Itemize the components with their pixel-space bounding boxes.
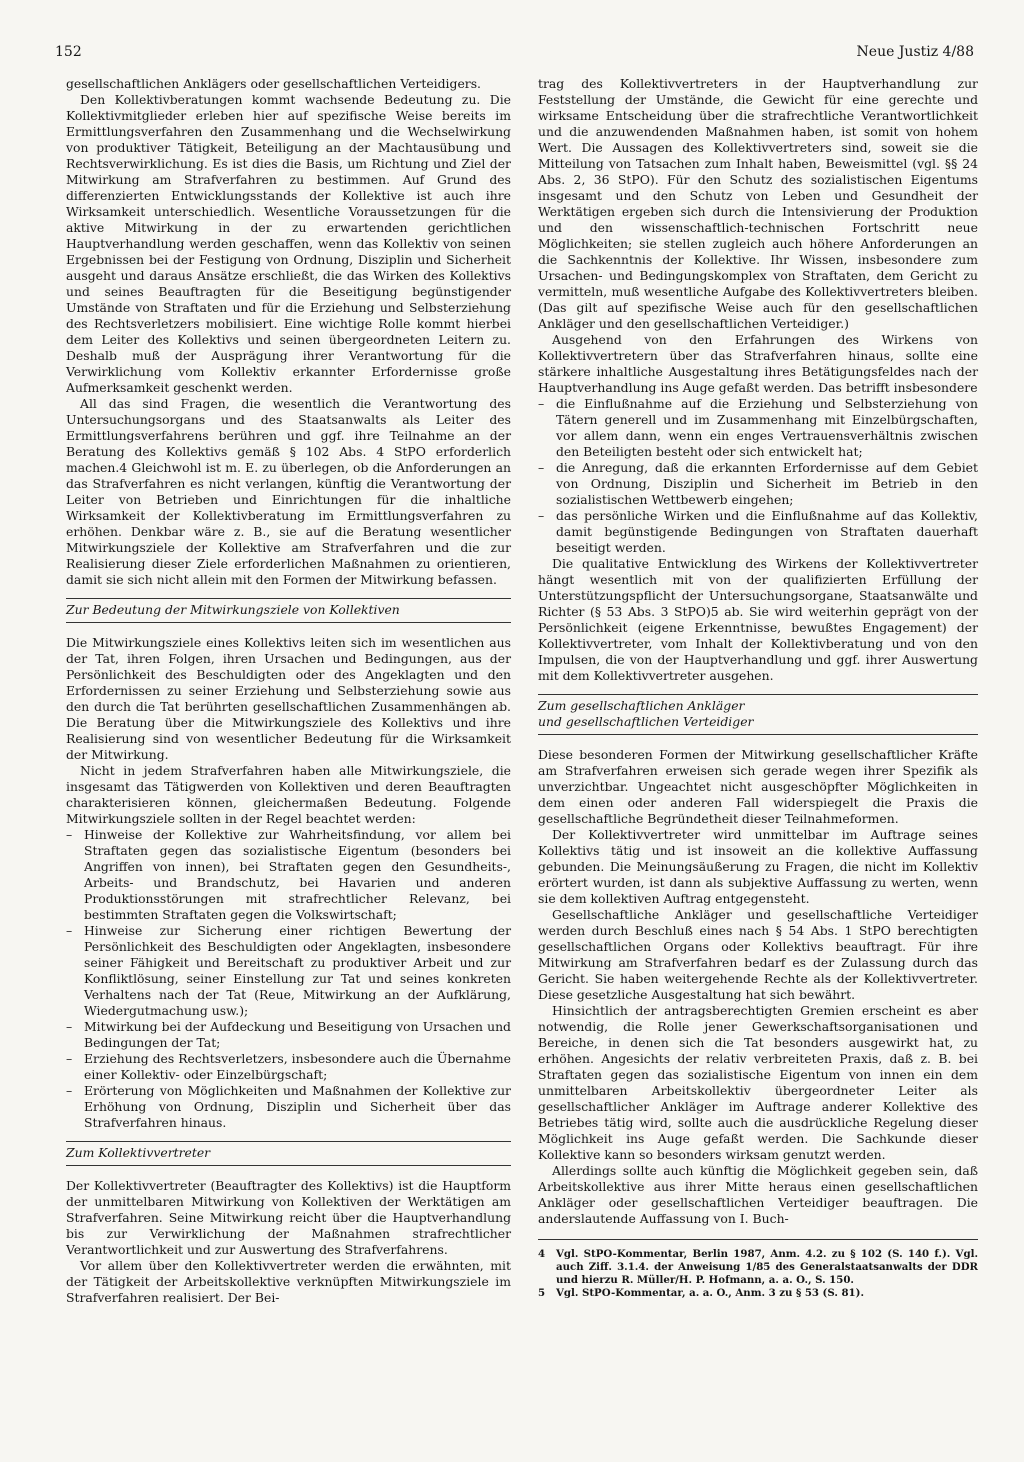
list-item: – Mitwirkung bei der Aufdeckung und Beseitigung von Ursachen und Bedingungen der Tat; [66, 1019, 511, 1051]
left-column [66, 76, 511, 1306]
paragraph: gesellschaftlichen Anklägers oder gesellschaftlichen Verteidigers. [66, 76, 481, 91]
paragraph: Die qualitative Entwicklung des Wirkens der Kollektivvertreter hängt wesentlich mit von der qualifizierten Erfüllung der Unterstützungspflicht der Untersuchungsorgane, Staatsanwälte und Richter (§ 53 Abs. 3 StPO)5 ab. Sie wird weiterhin geprägt von der Persönlichkeit (eigene Erkenntnisse, bewußtes Engagement) der Kollektivvertreter, vom Inhalt der Kollektivberatung und von den Impulsen, die von der Hauptverhandlung und ggf. ihrer Auswertung mit dem Kollektivvertreter ausgehen. [538, 556, 978, 683]
paragraph: All das sind Fragen, die wesentlich die Verantwortung des Untersuchungsorgans und des Staatsanwalts als Leiter des Ermittlungsverfahrens berühren und ggf. ihre Teilnahme an der Beratung des Kollektivs gemäß § 102 Abs. 4 StPO erforderlich machen.4 Gleichwohl ist m. E. zu überlegen, ob die Anforderungen an das Strafverfahren es nicht verlangen, künftig die Verantwortung der Leiter von Betrieben und Einrichtungen für die inhaltliche Wirksamkeit der Kollektivberatung im Ermittlungsverfahren zu erhöhen. Denkbar wäre z. B., sie auf die Beratung wesentlicher Mitwirkungsziele der Kollektive am Strafverfahren und die zur Realisierung dieser Ziele erforderlichen Maßnahmen zu orientieren, damit sie sich nicht allein mit den Formen der Mitwirkung befassen. [66, 396, 511, 587]
paragraph: Ausgehend von den Erfahrungen des Wirkens von Kollektivvertretern über das Strafverfahren hinaus, sollte eine stärkere inhaltliche Ausgestaltung ihres Betätigungsfeldes nach der Hauptverhandlung ins Auge gefaßt werden. Das betrifft insbesondere [538, 332, 978, 395]
list-item: – Hinweise der Kollektive zur Wahrheitsfindung, vor allem bei Straftaten gegen das sozialistische Eigentum (besonders bei Angriffen von innen), bei Straftaten gegen den Gesundheits-, Arbeits- und Brandschutz, bei Havarien und anderen Produktionsstörungen mit strafrechtlicher Relevanz, bei bestimmten Straftaten gegen die Volkswirtschaft; [66, 827, 511, 923]
footnote-text: Vgl. StPO-Kommentar, Berlin 1987, Anm. 4.2. zu § 102 (S. 140 f.). Vgl. auch Ziff. 3.1.4. der Anweisung 1/85 des Generalstaatsanwalts der DDR und hierzu R. Müller/H. P. Hofmann, a. a. O., S. 150. [556, 1248, 978, 1286]
paragraph: Allerdings sollte auch künftig die Möglichkeit gegeben sein, daß Arbeitskollektive aus ihrer Mitte heraus einen gesellschaftlichen Ankläger oder gesellschaftlichen Verteidiger beauftragen. Die anderslautende Auffassung von I. Buch- [538, 1163, 978, 1226]
paragraph: Vor allem über den Kollektivvertreter werden die erwähnten, mit der Tätigkeit der Arbeitskollektive verknüpften Mitwirkungsziele im Strafverfahren realisiert. Der Bei- [66, 1258, 511, 1305]
section-heading: Zum Kollektivvertreter [66, 1141, 511, 1166]
paragraph: Der Kollektivvertreter wird unmittelbar im Auftrage seines Kollektivs tätig und ist insoweit an die kollektive Auffassung gebunden. Die Meinungsäußerung zu Fragen, die nicht im Kollektiv erörtert wurden, ist dann als subjektive Auffassung zu werten, wenn sie dem kollektiven Auftrag entgegensteht. [538, 827, 978, 906]
list-item: – die Einflußnahme auf die Erziehung und Selbsterziehung von Tätern generell und im Zusammenhang mit Einzelbürgschaften, vor allem dann, wenn ein enges Vertrauensverhältnis zwischen den Beteiligten besteht oder sich entwickelt hat; [538, 396, 978, 460]
footnote-number: 5 [538, 1287, 546, 1299]
heading-line: und gesellschaftlichen Verteidiger [538, 714, 754, 729]
list-item: – Erörterung von Möglichkeiten und Maßnahmen der Kollektive zur Erhöhung von Ordnung, Disziplin und Sicherheit über das Strafverfahren hinaus. [66, 1083, 511, 1131]
journal-title: Neue Justiz 4/88 [856, 44, 974, 60]
goals-list [66, 827, 511, 1131]
section-heading [538, 694, 978, 735]
footnote [538, 1287, 978, 1300]
footnote-number: 4 [538, 1248, 546, 1260]
footnote [538, 1248, 978, 1287]
list-item: – Erziehung des Rechtsverletzers, insbesondere auch die Übernahme einer Kollektiv- oder Einzelbürgschaft; [66, 1051, 511, 1083]
paragraph: Diese besonderen Formen der Mitwirkung gesellschaftlicher Kräfte am Strafverfahren erweisen sich gerade wegen ihrer Spezifik als unverzichtbar. Ungeachtet nicht ausgeschöpfter Möglichkeiten in dem einen oder anderen Fall widerspiegelt die Praxis die gesellschaftliche Begründetheit dieser Teilnahmeformen. [538, 747, 978, 826]
heading-line: Zum gesellschaftlichen Ankläger [538, 698, 745, 713]
paragraph: Hinsichtlich der antragsberechtigten Gremien erscheint es aber notwendig, die Rolle jener Gewerkschaftsorganisationen und Bereiche, in denen sich die Tat besonders ausgewirkt hat, zu erhöhen. Angesichts der relativ verbreiteten Praxis, daß z. B. bei Straftaten gegen das sozialistische Eigentum von innen ein dem unmittelbaren Arbeitskollektiv übergeordneter Leiter als gesellschaftlicher Ankläger im Auftrage anderer Kollektive des Betriebes tätig wird, sollte auch die ausdrückliche Regelung dieser Möglichkeit ins Auge gefaßt werden. Die Sachkunde dieser Kollektive kann so besonders wirksam genutzt werden. [538, 1003, 978, 1162]
list-item: – das persönliche Wirken und die Einflußnahme auf das Kollektiv, damit begünstigende Bedingungen von Straftaten dauerhaft beseitigt werden. [538, 508, 978, 556]
paragraph: Der Kollektivvertreter (Beauftragter des Kollektivs) ist die Hauptform der unmittelbaren Mitwirkung von Kollektiven der Werktätigen am Strafverfahren. Seine Mitwirkung reicht über die Hauptverhandlung bis zur Verwirklichung der Maßnahmen strafrechtlicher Verantwortlichkeit und zur Auswertung des Strafverfahrens. [66, 1178, 511, 1257]
paragraph: Nicht in jedem Strafverfahren haben alle Mitwirkungsziele, die insgesamt das Tätigwerden von Kollektiven und deren Beauftragten charakterisieren können, gleichermaßen Bedeutung. Folgende Mitwirkungsziele sollten in der Regel beachtet werden: [66, 763, 511, 826]
page-number: 152 [55, 44, 82, 60]
paragraph: Gesellschaftliche Ankläger und gesellschaftliche Verteidiger werden durch Beschluß eines nach § 54 Abs. 1 StPO berechtigten gesellschaftlichen Organs oder Kollektivs beauftragt. Für ihre Mitwirkung am Strafverfahren bedarf es der Zulassung durch das Gericht. Sie haben weitergehende Rechte als der Kollektivvertreter. Diese gesetzliche Ausgestaltung hat sich bewährt. [538, 907, 978, 1002]
paragraph: Die Mitwirkungsziele eines Kollektivs leiten sich im wesentlichen aus der Tat, ihren Folgen, ihren Ursachen und Bedingungen, aus der Persönlichkeit des Beschuldigten oder des Angeklagten und den Erfordernissen zu seiner Erziehung und Selbsterziehung sowie aus den durch die Tat berührten gesellschaftlichen Zusammenhängen ab. Die Beratung über die Mitwirkungsziele des Kollektivs und ihre Realisierung sind von wesentlicher Bedeutung für die Wirksamkeit der Mitwirkung. [66, 635, 511, 762]
paragraph: Den Kollektivberatungen kommt wachsende Bedeutung zu. Die Kollektivmitglieder erleben hier auf spezifische Weise bereits im Ermittlungsverfahren den Zusammenhang und die Wechselwirkung von produktiver Tätigkeit, Beteiligung an der Machtausübung und Rechtsverwirklichung. Es ist dies die Basis, um Richtung und Ziel der Mitwirkung am Strafverfahren zu bestimmen. Auf Grund des differenzierten Entwicklungsstands der Kollektive ist auch ihre Wirksamkeit unterschiedlich. Wesentliche Voraussetzungen für die aktive Mitwirkung in der zu erwartenden gerichtlichen Hauptverhandlung werden geschaffen, wenn das Kollektiv von seinen Ergebnissen bei der Festigung von Ordnung, Disziplin und Sicherheit ausgeht und daraus Ansätze erschließt, die das Wirken des Kollektivs und seines Beauftragten für die Beseitigung begünstigender Umstände von Straftaten und für die Erziehung und Selbsterziehung des Rechtsverletzers mobilisiert. Eine wichtige Rolle kommt hierbei dem Leiter des Kollektivs und seinen übergeordneten Leitern zu. Deshalb muß der Ausprägung ihrer Verantwortung für die Verwirklichung vom Kollektiv erkannter Erfordernisse große Aufmerksamkeit geschenkt werden. [66, 92, 511, 395]
list-item: – Hinweise zur Sicherung einer richtigen Bewertung der Persönlichkeit des Beschuldigten oder Angeklagten, insbesondere seiner Fähigkeit und Bereitschaft zu produktiver Arbeit und zur Konfliktlösung, seiner Einstellung zur Tat und seines konkreten Verhaltens nach der Tat (Reue, Mitwirkung an der Aufklärung, Wiedergutmachung usw.); [66, 923, 511, 1019]
footnotes [538, 1239, 978, 1300]
paragraph: trag des Kollektivvertreters in der Hauptverhandlung zur Feststellung der Umstände, die Gewicht für eine gerechte und wirksame Entscheidung über die strafrechtliche Verantwortlichkeit und die anzuwendenden Maßnahmen haben, ist somit von hohem Wert. Die Aussagen des Kollektivvertreters sind, soweit sie die Mitteilung von Tatsachen zum Inhalt haben, Beweismittel (vgl. §§ 24 Abs. 2, 36 StPO). Für den Schutz des sozialistischen Eigentums insgesamt und den Schutz von Leben und Gesundheit der Werktätigen ergeben sich durch die Intensivierung der Produktion und den wissenschaftlich-technischen Fortschritt neue Möglichkeiten; sie stellen zugleich auch höhere Anforderungen an die Sachkenntnis der Kollektive. Ihr Wissen, insbesondere zum Ursachen- und Bedingungskomplex von Straftaten, dem Gericht zu vermitteln, muß wesentliche Aufgabe des Kollektivvertreters bleiben. (Das gilt auf spezifische Weise auch für den gesellschaftlichen Ankläger und den gesellschaftlichen Verteidiger.) [538, 76, 978, 331]
tasks-list [538, 396, 978, 556]
section-heading: Zur Bedeutung der Mitwirkungsziele von Kollektiven [66, 598, 511, 623]
right-column [538, 76, 978, 1300]
footnote-text: Vgl. StPO-Kommentar, a. a. O., Anm. 3 zu § 53 (S. 81). [556, 1287, 865, 1299]
list-item: – die Anregung, daß die erkannten Erfordernisse auf dem Gebiet von Ordnung, Disziplin und Sicherheit im Betrieb in den sozialistischen Wettbewerb eingehen; [538, 460, 978, 508]
